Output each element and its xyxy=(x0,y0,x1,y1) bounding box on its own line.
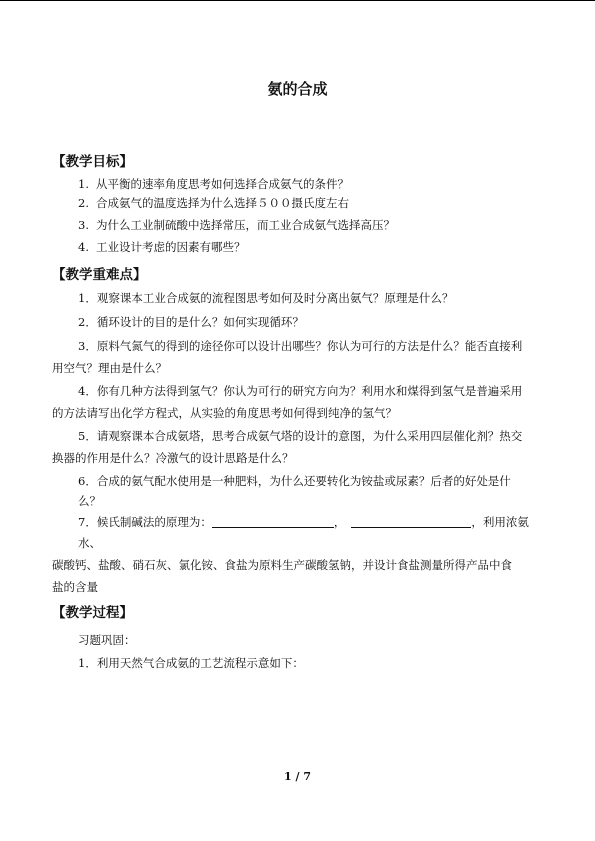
goal-item-number: 3. xyxy=(78,218,89,232)
answer-blank-1[interactable] xyxy=(212,515,334,528)
keypoint-7-prefix: 7．候氏制碱法的原理为： xyxy=(78,515,212,529)
section-heading-goals: 【教学目标】 xyxy=(52,154,133,170)
keypoint-7-line-4: 盐的含量 xyxy=(52,580,98,594)
keypoint-3-line-2: 用空气？理由是什么？ xyxy=(52,361,167,375)
goal-item-text: 合成氨气的温度选择为什么选择５００摄氏度左右 xyxy=(96,196,349,210)
section-heading-process: 【教学过程】 xyxy=(52,605,133,621)
keypoint-4-line-1: 4．你有几种方法得到氢气？你认为可行的研究方向为？利用水和煤得到氢气是普遍采用 xyxy=(78,384,523,398)
keypoint-7-suffix: ，利用浓氨 xyxy=(471,515,529,529)
goal-item-3 xyxy=(78,218,395,232)
keypoint-6-line-2: 么？ xyxy=(78,494,101,508)
goal-item-number: 2. xyxy=(78,196,89,210)
keypoint-1: 1．观察课本工业合成氨的流程图思考如何及时分离出氨气？原理是什么？ xyxy=(78,291,454,305)
keypoint-7-line-1 xyxy=(78,515,529,529)
goal-item-number: 1. xyxy=(78,177,89,191)
keypoint-7-separator: ， xyxy=(333,515,346,529)
process-exercise-1: 1．利用天然气合成氨的工艺流程示意如下： xyxy=(78,656,304,670)
keypoint-7-line-3: 碳酸钙、盐酸、硝石灰、氯化铵、食盐为原料生产碳酸氢钠，并设计食盐测量所得产品中食 xyxy=(52,558,512,572)
keypoint-5-line-2: 换器的作用是什么？冷激气的设计思路是什么？ xyxy=(52,451,294,465)
keypoint-2: 2．循环设计的目的是什么？如何实现循环？ xyxy=(78,315,304,329)
goal-item-4 xyxy=(78,240,246,254)
goal-item-text: 工业设计考虑的因素有哪些？ xyxy=(96,240,246,254)
goal-item-text: 从平衡的速率角度思考如何选择合成氨气的条件？ xyxy=(96,177,349,191)
page-number: 1 / 7 xyxy=(284,770,311,783)
goal-item-1 xyxy=(78,177,349,191)
process-exercise-label: 习题巩固： xyxy=(78,633,136,647)
document-title: 氨的合成 xyxy=(267,80,328,98)
keypoint-7-line-2: 水、 xyxy=(78,536,101,550)
keypoint-6-line-1: 6．合成的氨气配水使用是一种肥料，为什么还要转化为铵盐或尿素？后者的好处是什 xyxy=(78,474,511,488)
answer-blank-2[interactable] xyxy=(351,515,471,528)
page-top-rule xyxy=(0,0,595,1)
goal-item-text: 为什么工业制硫酸中选择常压，而工业合成氨气选择高压？ xyxy=(96,218,395,232)
goal-item-2 xyxy=(78,196,349,210)
goal-item-number: 4. xyxy=(78,240,89,254)
section-heading-keypoints: 【教学重难点】 xyxy=(52,267,147,283)
keypoint-4-line-2: 的方法请写出化学方程式，从实验的角度思考如何得到纯净的氢气？ xyxy=(52,406,397,420)
keypoint-5-line-1: 5．请观察课本合成氨塔，思考合成氨气塔的设计的意图，为什么采用四层催化剂？热交 xyxy=(78,429,523,443)
keypoint-3-line-1: 3．原料气氮气的得到的途径你可以设计出哪些？你认为可行的方法是什么？能否直接利 xyxy=(78,339,523,353)
